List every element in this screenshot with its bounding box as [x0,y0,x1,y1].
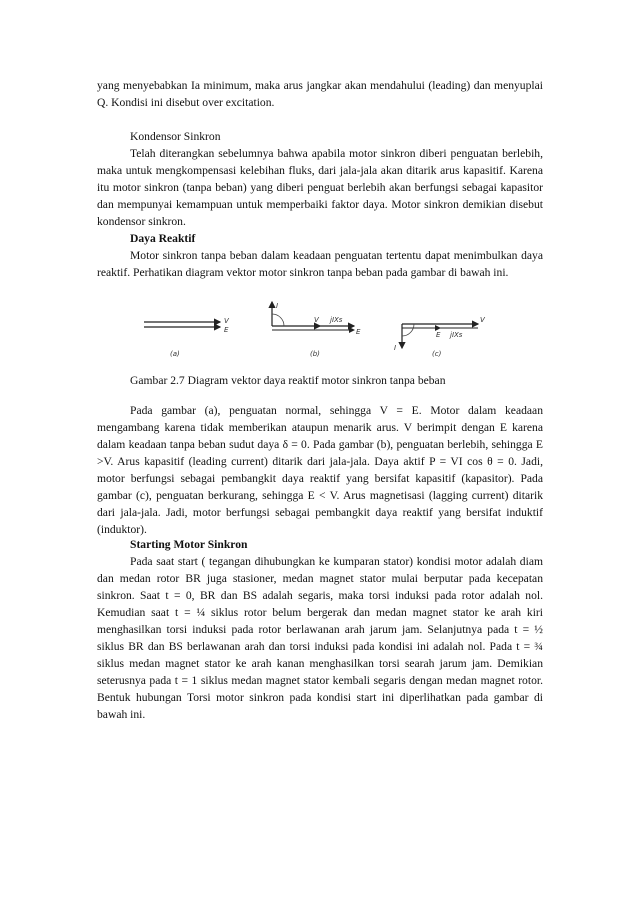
angle-arc-b [272,314,284,326]
label-b-i: I [276,302,279,310]
vector-diagram-figure [140,300,500,362]
label-a-v: V [224,317,229,325]
label-a-e: E [224,326,229,334]
starting-paragraph: Pada saat start ( tegangan dihubungkan ke kumparan stator) kondisi motor adalah diam dan medan rotor BR juga stasioner, medan magnet stator mulai berputar pada kecepatan sinkron. Saat t = 0, BR dan BS adalah segaris, maka torsi induksi pada rotor adalah nol. Kemudian saat t = ¼ siklus rotor belum bergerak dan medan magnet stator ke arah kiri menghasilkan torsi induksi pada rotor berlawanan arah jarum jam. Selanjutnya pada t = ½ siklus BR dan BS berlawanan arah dan torsi induksi pada kondisi ini adalah nol. Pada t = ¾ siklus medan magnet stator ke arah kanan menghasilkan torsi searah jarum jam. Demikian seterusnya pada t = 1 siklus medan magnet stator kembali segaris dengan medan magnet rotor. Bentuk hubungan Torsi motor sinkron pada kondisi start ini diperlihatkan pada gambar di bawah ini. [97,555,543,721]
label-c-jixs: jIXs [450,331,463,339]
intro-paragraph: yang menyebabkan Ia minimum, maka arus jangkar akan mendahului (leading) dan menyuplai Q. Kondisi ini disebut over excitation. [97,79,543,109]
diagram-a [144,317,230,358]
label-c-i: I [394,344,397,352]
pada-gambar-paragraph: Pada gambar (a), penguatan normal, sehingga V = E. Motor dalam keadaan mengambang karena tidak memberikan ataupun menarik arus. V berimpit dengan E karena dalam keadaan tanpa beban sudut daya δ = 0. Pada gambar (b), penguatan berlebih, sehingga E >V. Arus kapasitif (leading current) ditarik dari jala-jala. Daya aktif P = VI cos θ = 0. Jadi, motor berfungsi sebagai pembangkit daya reaktif yang bersifat kapasitif (kapasitor). Pada gambar (c), penguatan berkurang, sehingga E < V. Arus magnetisasi (lagging current) ditarik dari jala-jala. Jadi, motor berfungsi sebagai pembangkit daya reaktif yang bersifat induktif (induktor). [97,404,543,536]
figure-caption: Gambar 2.7 Diagram vektor daya reaktif motor sinkron tanpa beban [130,374,446,387]
label-c-e: E [436,331,441,339]
daya-reaktif-paragraph: Motor sinkron tanpa beban dalam keadaan penguatan tertentu dapat menimbulkan daya reaktif. Perhatikan diagram vektor motor sinkron tanpa beban pada gambar di bawah ini. [97,249,543,279]
starting-heading: Starting Motor Sinkron [130,538,248,551]
label-b-v: V [314,316,319,324]
kondensor-paragraph: Telah diterangkan sebelumnya bahwa apabila motor sinkron diberi penguatan berlebih, maka untuk mengkompensasi kelebihan fluks, dari jala-jala akan ditarik arus kapasitif. Karena itu motor sinkron (tanpa beban) yang diberi penguat berlebih akan berfungsi sebagai kapasitor dan mempunyai kemampuan untuk memperbaiki faktor daya. Motor sinkron demikian disebut kondensor sinkron. [97,147,543,228]
angle-arc-c [402,324,414,336]
label-c-tag: (c) [432,350,442,358]
label-a-tag: (a) [170,350,180,358]
label-c-v: V [480,316,485,324]
daya-reaktif-heading: Daya Reaktif [130,232,196,245]
vector-diagram-svg [140,300,500,362]
label-b-tag: (b) [310,350,320,358]
label-b-jixs: jIXs [330,316,343,324]
kondensor-heading: Kondensor Sinkron [130,130,221,143]
label-b-e: E [356,328,361,336]
diagram-c [394,316,486,358]
diagram-b [272,302,361,358]
